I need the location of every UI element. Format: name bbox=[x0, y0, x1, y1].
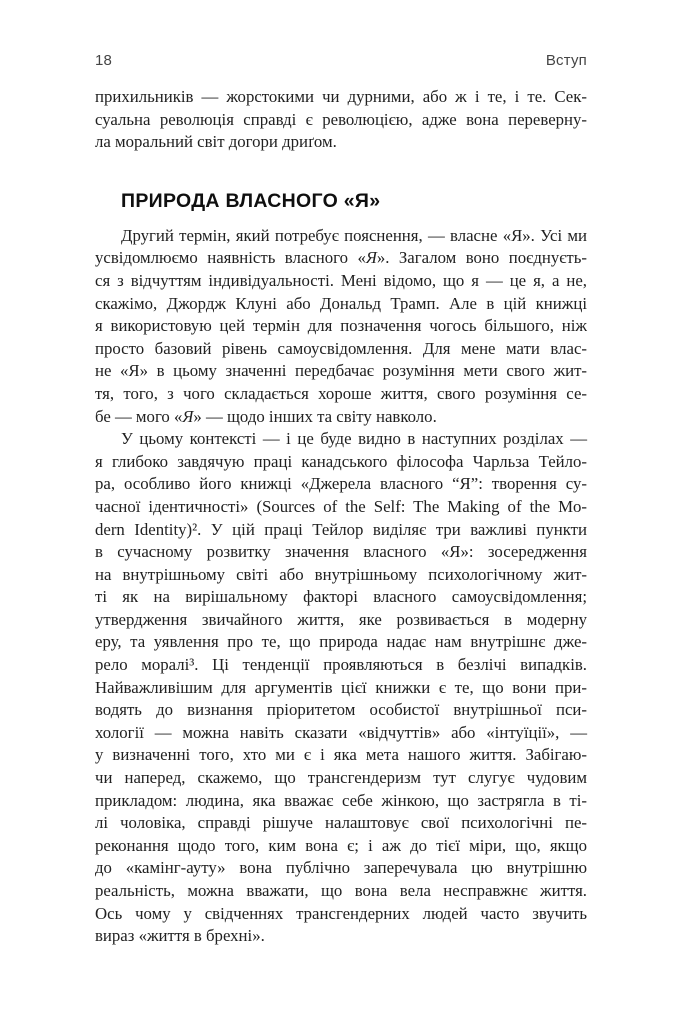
italic-text-run: Я bbox=[365, 248, 377, 268]
text-column bbox=[95, 86, 587, 948]
text-line bbox=[95, 247, 587, 270]
text-line bbox=[95, 406, 587, 429]
text-line bbox=[95, 586, 587, 609]
running-header bbox=[95, 52, 587, 69]
text-run: чи наперед, скажемо, що трансгендеризм тут слугує чудовим bbox=[95, 768, 587, 788]
text-run: часної ідентичності» (Sources of the Self: The Making of the Mo- bbox=[95, 496, 587, 516]
text-line bbox=[95, 609, 587, 632]
text-line bbox=[95, 880, 587, 903]
text-line bbox=[95, 293, 587, 316]
text-line bbox=[95, 519, 587, 542]
text-line bbox=[95, 564, 587, 587]
text-line bbox=[95, 835, 587, 858]
text-run: суальна революція справді є революцією, адже вона переверну- bbox=[95, 109, 587, 129]
text-run: усвідомлюємо наявність власного « bbox=[95, 248, 366, 268]
text-run: реконання щодо того, ким вона є; і аж до тієї міри, що, якщо bbox=[95, 835, 587, 855]
section-heading: ПРИРОДА ВЛАСНОГО «Я» bbox=[121, 189, 381, 212]
text-run: на внутрішньому світі або внутрішньому психологічному жит- bbox=[95, 564, 587, 584]
text-run: просто базовий рівень самоусвідомлення. Для мене мати влас- bbox=[95, 338, 587, 358]
text-line bbox=[95, 86, 587, 109]
text-line bbox=[95, 677, 587, 700]
text-run: не «Я» в цьому значенні передбачає розуміння мети свого жит- bbox=[95, 361, 587, 381]
text-line bbox=[95, 383, 587, 406]
text-line bbox=[95, 338, 587, 361]
text-run: ла моральний світ догори дриґом. bbox=[95, 132, 337, 152]
text-run: Другий термін, який потребує пояснення, — власне «Я». Усі ми bbox=[121, 225, 587, 245]
text-line bbox=[95, 109, 587, 132]
text-run: еру, та уявлення про те, що природа надає нам внутрішнє дже- bbox=[95, 632, 587, 652]
text-run: в сучасному розвитку значення власного «Я»: зосередження bbox=[95, 542, 587, 562]
paragraph bbox=[95, 428, 587, 948]
paragraph bbox=[95, 225, 587, 428]
text-run: я використовую цей термін для позначення чогось більшого, ніж bbox=[95, 316, 587, 336]
text-run: Найважливішим для аргументів цієї книжки є те, що вони при- bbox=[95, 677, 587, 697]
text-line bbox=[95, 925, 587, 948]
text-run: » — щодо інших та світу навколо. bbox=[193, 406, 437, 426]
text-run: утвердження звичайного життя, яке розвивається в модерну bbox=[95, 609, 587, 629]
paragraph bbox=[95, 86, 587, 154]
text-line bbox=[95, 744, 587, 767]
text-line bbox=[95, 699, 587, 722]
text-run: dern Identity)². У цій праці Тейлор виділяє три важливі пункти bbox=[95, 519, 587, 539]
text-run: у визначенні того, хто ми є і яка мета нашого життя. Забігаю- bbox=[95, 745, 587, 765]
text-run: рело моралі³. Ці тенденції проявляються в безлічі випадків. bbox=[95, 655, 587, 675]
text-line bbox=[95, 473, 587, 496]
text-line bbox=[95, 790, 587, 813]
text-line bbox=[95, 315, 587, 338]
text-run: тя, того, з чого складається хороше життя, свого розуміння се- bbox=[95, 383, 587, 403]
text-run: ся з відчуттям індивідуальності. Мені відомо, що я — це я, а не, bbox=[95, 270, 587, 290]
text-line bbox=[95, 225, 587, 248]
text-run: ті як на вирішальному факторі власного самоусвідомлення; bbox=[95, 587, 587, 607]
text-run: У цьому контексті — і це буде видно в наступних розділах — bbox=[121, 429, 587, 449]
text-line bbox=[95, 722, 587, 745]
text-run: вираз «життя в брехні». bbox=[95, 926, 265, 946]
text-line bbox=[95, 360, 587, 383]
text-run: реальність, можна вважати, що вона вела несправжнє життя. bbox=[95, 881, 587, 900]
text-run: ». Загалом воно поєднуєть- bbox=[376, 248, 588, 268]
text-line bbox=[95, 428, 587, 451]
text-run: лі чоловіка, справді рішуче налаштовує свої психологічні пе- bbox=[95, 813, 587, 833]
text-line bbox=[95, 541, 587, 564]
text-run: бе — мого « bbox=[95, 406, 183, 426]
text-run: прикладом: людина, яка вважає себе жінкою, що застрягла в ті- bbox=[95, 790, 587, 810]
text-line bbox=[95, 767, 587, 790]
page-number: 18 bbox=[95, 52, 113, 69]
text-line bbox=[95, 654, 587, 677]
text-line bbox=[95, 496, 587, 519]
chapter-title: Вступ bbox=[545, 52, 587, 69]
text-line bbox=[95, 631, 587, 654]
text-run: прихильників — жорстокими чи дурними, або ж і те, і те. Сек- bbox=[95, 87, 587, 106]
text-line bbox=[95, 903, 587, 926]
text-line bbox=[95, 857, 587, 880]
text-run: я глибоко завдячую праці канадського філософа Чарльза Тейло- bbox=[95, 451, 587, 471]
italic-text-run: Я bbox=[182, 406, 194, 426]
text-line bbox=[95, 270, 587, 293]
text-line bbox=[95, 451, 587, 474]
text-line bbox=[95, 812, 587, 835]
text-run: до «камінг-ауту» вона публічно заперечувала цю внутрішню bbox=[95, 858, 587, 878]
text-line bbox=[95, 131, 587, 154]
text-run: скажімо, Джордж Клуні або Дональд Трамп. Але в цій книжці bbox=[95, 293, 587, 313]
text-run: ра, особливо його книжці «Джерела власного “Я”: творення су- bbox=[95, 474, 587, 494]
text-run: хології — можна навіть сказати «відчуттів» або «інтуїції», — bbox=[95, 722, 587, 742]
text-run: водять до визнання пріоритетом особистої внутрішньої пси- bbox=[95, 700, 587, 720]
text-run: Ось чому у свідченнях трансгендерних людей часто звучить bbox=[95, 903, 587, 923]
